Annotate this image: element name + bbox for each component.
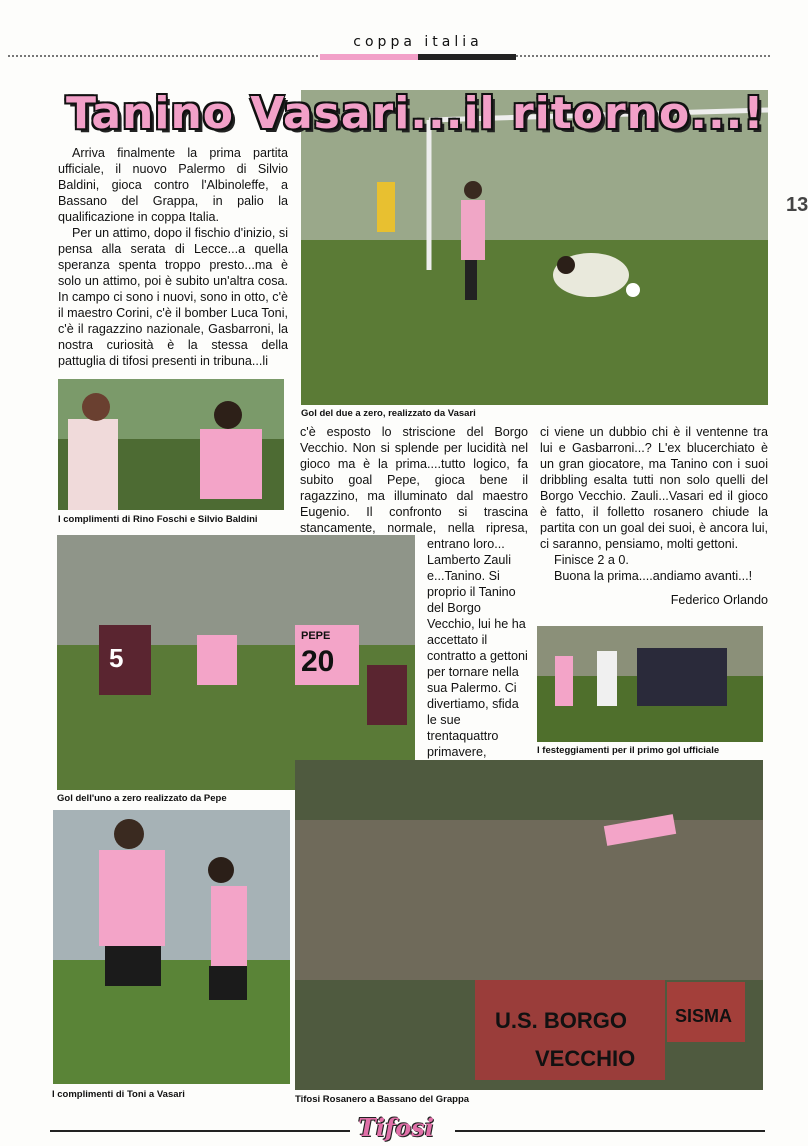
author: Federico Orlando <box>670 593 768 607</box>
footer-rule-left <box>50 1130 350 1132</box>
col3-text: ci viene un dubbio chi è il ventenne tra lui e Gasbarroni...? L'ex blucerchiato è un gran giocatore, ma Tanino con i suoi dribbling esalta tutti non solo quelli del Borgo Vecchio. Zauli...Vasari ed il gioco è fatto, il folletto rosanero chiude la partita con un goal dei suoi, è ancora lui, ci saranno, pensiamo, molti gettoni. <box>540 425 768 551</box>
banner-sisma: SISMA <box>675 1006 733 1026</box>
paragraph-2: Per un attimo, dopo il fischio d'inizio, si pensa alla serata di Lecce...a quella speranza spenta troppo presto...ma è solo un attimo, poi è subito un'altra cosa. In campo ci sono i nuovi, sono in otto, c'è il maestro Corini, c'è il bomber Luca Toni, c'è il ragazzino nazionale, Gasbarroni, la nostra curiosità è la stessa della pattuglia di tifosi presenti in tribuna...li <box>58 226 288 368</box>
photo-goal-pepe-art <box>57 535 415 790</box>
headline: Tanino Vasari...il ritorno...! <box>66 88 765 139</box>
caption-tifosi: Tifosi Rosanero a Bassano del Grappa <box>295 1094 470 1105</box>
paragraph-1: Arriva finalmente la prima partita ufficiale, il nuovo Palermo di Silvio Baldini, gioca contro l'Albinoleffe, a Bassano del Grappa, in palio la qualificazione in coppa Italia. <box>58 146 288 224</box>
photo-complimenti-foschi-art <box>58 379 284 510</box>
footer-logo: Tifosi <box>358 1113 434 1142</box>
photo-celebration <box>537 626 763 742</box>
article-col2-narrow: entrano loro... Lamberto Zauli e...Tanino. Si proprio il Tanino del Borgo Vecchio, lui he ha accettato il contratto a gettoni per tornare nella sua Palermo. Ci divertiamo, sfida le sue trentaquattro primavere, <box>427 537 528 759</box>
photo-tifosi <box>295 760 763 1090</box>
caption-goal-vasari: Gol del due a zero, realizzato da Vasari <box>301 408 476 419</box>
header-bar-pink <box>320 54 418 60</box>
closing-line: Buona la prima....andiamo avanti...! <box>554 569 753 583</box>
result-line: Finisce 2 a 0. <box>554 553 629 567</box>
article-col1 <box>58 145 288 369</box>
photo-toni-vasari-art <box>53 810 290 1084</box>
article-col2-top: c'è esposto lo striscione del Borgo Vecchio. Non si splende per lucidità nel gioco ma è la prima....tutto logico, fa subito goal Pepe, gioca bene il ragazzino, ma illuminato dal maestro Eugenio. Il confronto si trascina stancamente, normale, nella ripresa, <box>300 425 528 535</box>
jersey-number-20: 20 <box>301 645 335 678</box>
caption-celebration: I festeggiamenti per il primo gol ufficiale <box>537 745 720 756</box>
jersey-name-pepe: PEPE <box>301 630 331 642</box>
article-col3 <box>540 424 768 608</box>
photo-toni-vasari <box>53 810 290 1084</box>
footer-rule-right <box>455 1130 765 1132</box>
banner-vecchio: VECCHIO <box>535 1046 636 1071</box>
photo-tifosi-art <box>295 760 763 1090</box>
caption-goal-pepe: Gol dell'uno a zero realizzato da Pepe <box>57 793 227 804</box>
photo-goal-pepe <box>57 535 415 790</box>
section-title: coppa italia <box>353 34 483 50</box>
caption-complimenti-foschi: I complimenti di Rino Foschi e Silvio Baldini <box>58 514 258 525</box>
page-number: 13 <box>786 194 808 216</box>
caption-toni-vasari: I complimenti di Toni a Vasari <box>52 1089 185 1100</box>
header-bar-dark <box>418 54 516 60</box>
banner-borgo: U.S. BORGO <box>495 1008 628 1033</box>
photo-complimenti-foschi <box>58 379 284 510</box>
jersey-number-5: 5 <box>109 643 124 673</box>
photo-celebration-art <box>537 626 763 742</box>
